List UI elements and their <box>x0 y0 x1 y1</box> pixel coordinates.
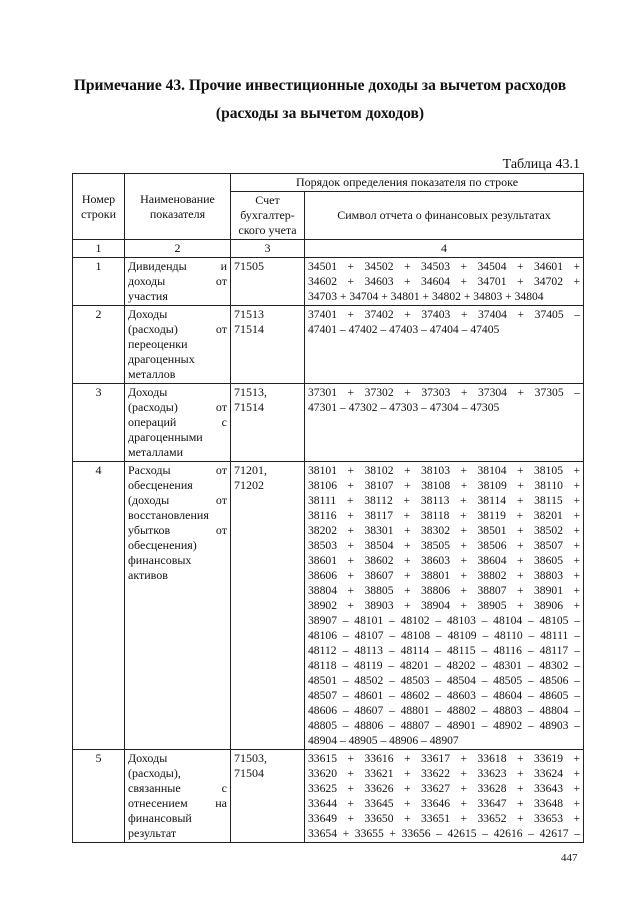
account-number: 71503, <box>234 751 267 765</box>
header-row-num: Номер строки <box>73 174 125 240</box>
indicator-name-line: металлов <box>128 367 176 381</box>
indicator-name-line: обесценения <box>128 478 193 492</box>
indicator-name-line: убытков от <box>128 523 227 537</box>
row-number: 5 <box>73 750 125 843</box>
col-number: 1 <box>73 240 125 258</box>
indicator-name-line: Доходы <box>128 751 168 765</box>
formula-line: 34703 + 34704 + 34801 + 34802 + 34803 + 34804 <box>308 290 544 303</box>
formula-line: 33654 + 33655 + 33656 – 42615 – 42616 – 42617 – <box>308 827 581 840</box>
formula-line: 38902 + 38903 + 38904 + 38905 + 38906 + <box>308 599 581 612</box>
formula-line: 48118 – 48119 – 48201 – 48202 – 48301 – 48302 – <box>308 659 581 672</box>
indicator-name-line: Расходы от <box>128 463 227 477</box>
formula-line: 33644 + 33645 + 33646 + 33647 + 33648 + <box>308 797 581 810</box>
indicator-name-line: финансовый <box>128 811 192 825</box>
table-row <box>73 462 584 750</box>
indicator-name-line: финансовых <box>128 553 192 567</box>
col-number: 4 <box>305 240 584 258</box>
account-cell <box>231 750 305 843</box>
formula-cell <box>305 258 584 306</box>
indicator-name <box>125 258 231 306</box>
indicator-name-line: результат <box>128 826 177 840</box>
indicator-name-line: драгоценными <box>128 430 203 444</box>
account-cell <box>231 258 305 306</box>
account-cell <box>231 306 305 384</box>
account-number: 71514 <box>234 400 264 414</box>
indicator-name-line: драгоценных <box>128 352 195 366</box>
table-row <box>73 750 584 843</box>
formula-line: 38101 + 38102 + 38103 + 38104 + 38105 + <box>308 464 581 477</box>
formula-line: 33625 + 33626 + 33627 + 33628 + 33643 + <box>308 782 581 795</box>
formula-line: 38111 + 38112 + 38113 + 38114 + 38115 + <box>308 494 581 507</box>
formula-line: 48501 – 48502 – 48503 – 48504 – 48505 – 48506 – <box>308 674 581 687</box>
formula-line: 48606 – 48607 – 48801 – 48802 – 48803 – 48804 – <box>308 704 581 717</box>
formula-line: 48904 – 48905 – 48906 – 48907 <box>308 734 459 747</box>
formula-line: 37301 + 37302 + 37303 + 37304 + 37305 – <box>308 386 581 399</box>
page-subtitle: (расходы за вычетом доходов) <box>215 105 425 122</box>
formula-line: 34602 + 34603 + 34604 + 34701 + 34702 + <box>308 275 581 288</box>
formula-line: 48106 – 48107 – 48108 – 48109 – 48110 – 48111 – <box>308 629 581 642</box>
formula-line: 33615 + 33616 + 33617 + 33618 + 33619 + <box>308 752 581 765</box>
table-caption: Таблица 43.1 <box>502 157 580 172</box>
account-cell <box>231 462 305 750</box>
indicator-name-line: восстановления <box>128 508 209 522</box>
indicator-name-line: связанные с <box>128 781 227 795</box>
indicator-name-line: (расходы) от <box>128 400 227 414</box>
formula-cell <box>305 750 584 843</box>
indicator-name <box>125 306 231 384</box>
formula-line: 47301 – 47302 – 47303 – 47304 – 47305 <box>308 401 500 414</box>
header-account: Счет бухгалтер-ского учета <box>231 192 305 240</box>
formula-line: 47401 – 47402 – 47403 – 47404 – 47405 <box>308 323 500 336</box>
formula-line: 38804 + 38805 + 38806 + 38807 + 38901 + <box>308 584 581 597</box>
col-number: 3 <box>231 240 305 258</box>
formula-line: 33620 + 33621 + 33622 + 33623 + 33624 + <box>308 767 581 780</box>
formula-line: 38503 + 38504 + 38505 + 38506 + 38507 + <box>308 539 581 552</box>
table-row <box>73 258 584 306</box>
account-number: 71505 <box>234 259 264 273</box>
formula-line: 48112 – 48113 – 48114 – 48115 – 48116 – 48117 – <box>308 644 581 657</box>
formula-line: 37401 + 37402 + 37403 + 37404 + 37405 – <box>308 308 581 321</box>
data-table <box>72 173 584 843</box>
header-procedure: Порядок определения показателя по строке <box>231 174 584 192</box>
formula-line: 48805 – 48806 – 48807 – 48901 – 48902 – 48903 – <box>308 719 581 732</box>
header-indicator: Наименование показателя <box>125 174 231 240</box>
formula-cell <box>305 462 584 750</box>
header-row <box>73 174 584 192</box>
row-number: 1 <box>73 258 125 306</box>
indicator-name <box>125 462 231 750</box>
indicator-name-line: участия <box>128 289 168 303</box>
indicator-name-line: (доходы от <box>128 493 227 507</box>
col-number: 2 <box>125 240 231 258</box>
formula-line: 38606 + 38607 + 38801 + 38802 + 38803 + <box>308 569 581 582</box>
formula-cell <box>305 306 584 384</box>
indicator-name-line: металлами <box>128 445 184 459</box>
account-cell <box>231 384 305 462</box>
indicator-name-line: Доходы <box>128 307 168 321</box>
table-row <box>73 384 584 462</box>
formula-line: 38202 + 38301 + 38302 + 38501 + 38502 + <box>308 524 581 537</box>
indicator-name-line: операций с <box>128 415 227 429</box>
row-number: 2 <box>73 306 125 384</box>
indicator-name <box>125 384 231 462</box>
formula-line: 38907 – 48101 – 48102 – 48103 – 48104 – 48105 – <box>308 614 581 627</box>
column-number-row <box>73 240 584 258</box>
row-number: 4 <box>73 462 125 750</box>
account-number: 71202 <box>234 478 264 492</box>
table-row <box>73 306 584 384</box>
formula-line: 38601 + 38602 + 38603 + 38604 + 38605 + <box>308 554 581 567</box>
header-symbol: Символ отчета о финансовых результатах <box>305 192 584 240</box>
account-number: 71504 <box>234 766 264 780</box>
page-number: 447 <box>561 852 578 864</box>
indicator-name-line: отнесением на <box>128 796 227 810</box>
indicator-name-line: (расходы) от <box>128 322 227 336</box>
account-number: 71513 <box>234 307 264 321</box>
indicator-name-line: Доходы <box>128 385 168 399</box>
indicator-name-line: Дивиденды и <box>128 259 227 273</box>
indicator-name-line: доходы от <box>128 274 227 288</box>
formula-line: 33649 + 33650 + 33651 + 33652 + 33653 + <box>308 812 581 825</box>
indicator-name-line: переоценки <box>128 337 188 351</box>
indicator-name-line: обесценения) <box>128 538 197 552</box>
formula-cell <box>305 384 584 462</box>
row-number: 3 <box>73 384 125 462</box>
indicator-name-line: активов <box>128 568 168 582</box>
formula-line: 38116 + 38117 + 38118 + 38119 + 38201 + <box>308 509 581 522</box>
page-title: Примечание 43. Прочие инвестиционные доходы за вычетом расходов <box>73 77 567 94</box>
indicator-name-line: (расходы), <box>128 766 181 780</box>
formula-line: 34501 + 34502 + 34503 + 34504 + 34601 + <box>308 260 581 273</box>
account-number: 71201, <box>234 463 267 477</box>
account-number: 71513, <box>234 385 267 399</box>
formula-line: 38106 + 38107 + 38108 + 38109 + 38110 + <box>308 479 581 492</box>
indicator-name <box>125 750 231 843</box>
account-number: 71514 <box>234 322 264 336</box>
formula-line: 48507 – 48601 – 48602 – 48603 – 48604 – 48605 – <box>308 689 581 702</box>
